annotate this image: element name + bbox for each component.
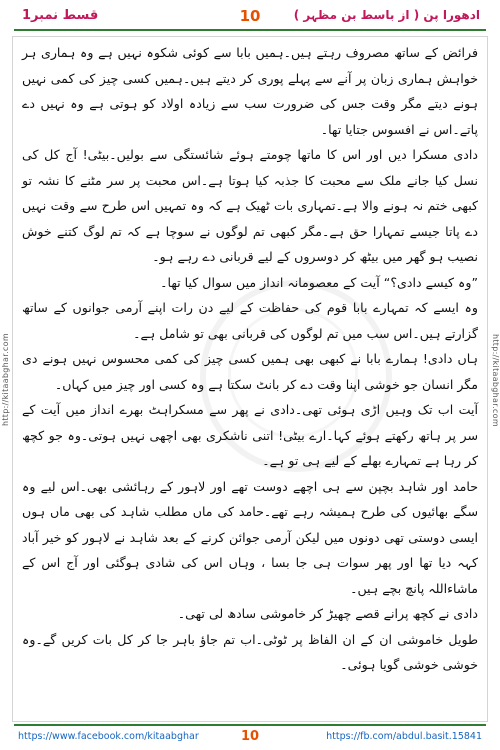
- paragraph: فرائض کے ساتھ مصروف رہتے ہیں۔ہمیں بابا سے کوئی شکوہ نہیں ہے وہ ہماری ہر خواہش ہماری زبان پر آنے سے پہلے پوری کر دیتے ہیں۔ہمیں کسی چیز کی کمی نہیں ہونے دیتے مگر وقت جس کی ضرورت سب سے زیادہ اولاد کو ہوتی ہے وہ نہیں دے پاتے۔اس نے افسوس جتایا تھا۔: [22, 45, 478, 137]
- header-page-number: 10: [239, 7, 261, 25]
- paragraph: دادی مسکرا دیں اور اس کا ماتھا چومتے ہوئے شائستگی سے بولیں۔بیٹی! آج کل کی نسل کیا جانے ملک سے محبت کا جذبہ کیا ہوتا ہے۔اس محبت پر سر مٹنے کا نشہ تو کبھی ختم نہ ہونے والا ہے۔تمہاری بات ٹھیک ہے کہ وہ تمہیں اس طرح سے وقت نہیں دے پاتا جیسے تمہارا حق ہے۔مگر کبھی تم لوگوں نے سوچا ہے کہ تم لوگ کتنے خوش نصیب ہو گھر میں بیٹھ کر دوسروں کے لیے قربانی دے رہے ہو۔: [22, 147, 478, 264]
- page-footer: [14, 729, 486, 745]
- page-header: [14, 6, 486, 28]
- paragraph: حامد اور شاہد بچپن سے ہی اچھے دوست تھے اور لاہور کے رہائشی بھی۔اس لیے وہ سگے بھائیوں کی طرح ہمیشہ رہے تھے۔حامد کی ماں مطلب شاہد کی بھی ماں ہوں ایسی دوستی تھی دونوں میں لیکن آرمی جوائن کرنے کے بعد شاہد نے لاہور کو خیر آباد کہہ دیا تھا اور پھر سوات ہی جا بسا ، وہاں اس کی شادی ہوگئی اور آج اس کے ماشاءاللہ پانچ بچے ہیں۔: [22, 478, 478, 596]
- footer-divider: [14, 724, 486, 726]
- paragraph: ”وہ کیسے دادی؟“ آیت کے معصومانہ انداز میں سوال کیا تھا۔: [160, 274, 478, 290]
- side-url-left[interactable]: http://kitaabghar.com: [1, 333, 10, 427]
- story-text: [22, 40, 478, 678]
- paragraph: ہاں دادی! ہمارے بابا نے کبھی بھی ہمیں کسی چیز کی کمی محسوس نہیں ہونے دی مگر انسان جو خوشی اپنا وقت دے کر بانٹ سکتا ہے وہ کسی اور چیز میں کہاں۔: [22, 351, 478, 392]
- paragraph: وہ ایسے کہ تمہارے بابا قوم کی حفاظت کے لیے دن رات اپنے آرمی جوانوں کے ساتھ گزارتے ہیں۔اس سب میں تم لوگوں کی قربانی بھی تو شامل ہے۔: [22, 300, 478, 341]
- facebook-link[interactable]: https://www.facebook.com/kitaabghar: [18, 731, 199, 742]
- side-url-right[interactable]: http://kitaabghar.com: [491, 333, 500, 427]
- paragraph: دادی نے کچھ پرانے قصے چھیڑ کر خاموشی سادھ لی تھی۔: [177, 606, 478, 621]
- paragraph: آیت اب تک وہیں اڑی ہوئی تھی۔دادی نے پھر سے مسکراہٹ بھرے انداز میں آیت کے سر پر ہاتھ رکھتے ہوئے کہا۔ارے بیٹی! اتنی ناشکری بھی اچھی نہیں ہوتی۔وہ جو کچھ کر رہا ہے تمہارے بھلے کے لیے ہی تو ہے۔: [22, 402, 478, 468]
- fb-profile-link[interactable]: https://fb.com/abdul.basit.15841: [326, 731, 482, 742]
- footer-page-number: 10: [240, 729, 260, 744]
- episode-label: قسط نمبر1: [22, 8, 99, 23]
- header-divider: [14, 29, 486, 31]
- paragraph: طویل خاموشی ان کے ان الفاظ پر ٹوٹی۔اب تم جاؤ باہر جا کر کل بات کریں گے۔وہ خوشی خوشی گویا ہوئی۔: [22, 631, 478, 672]
- book-title: ادھورا پن ( از باسط بن مظہر ): [293, 8, 480, 22]
